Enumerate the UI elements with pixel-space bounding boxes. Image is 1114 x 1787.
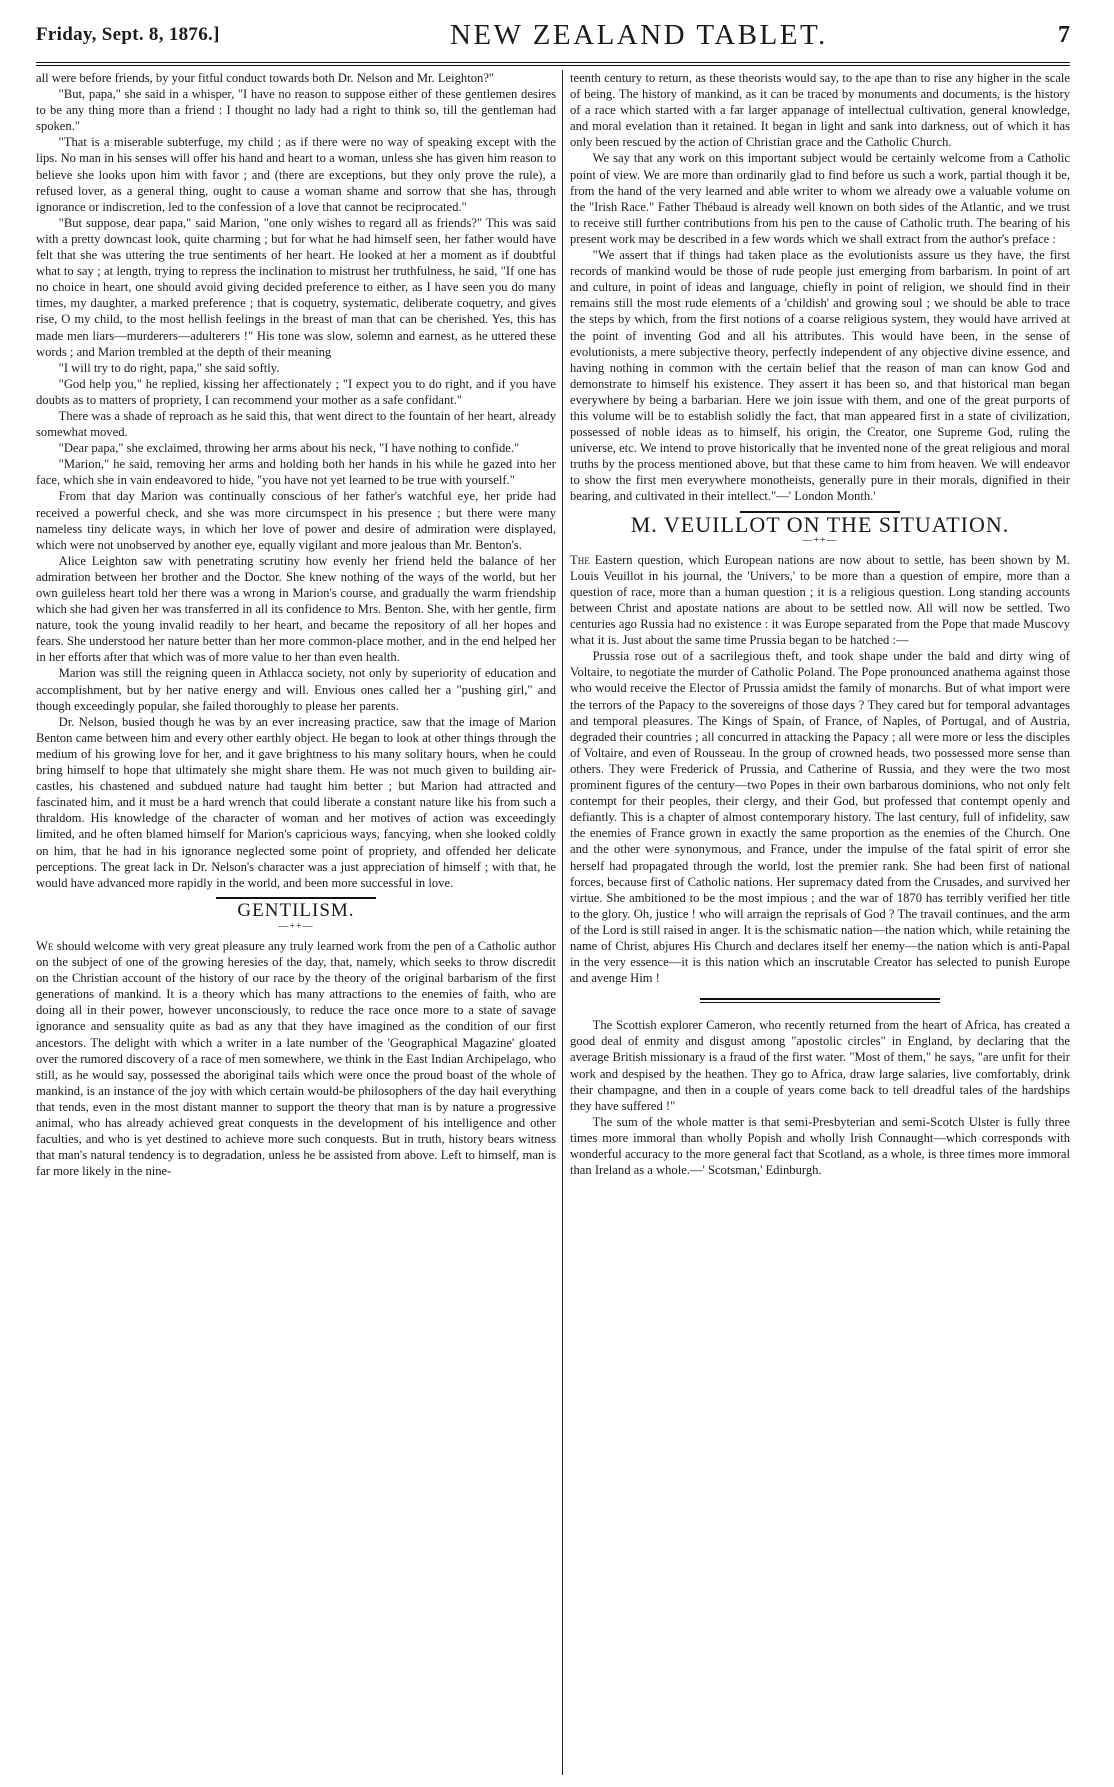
double-rule-divider — [700, 998, 940, 1003]
veuillot-article — [570, 511, 1070, 987]
serial-paragraph: Marion was still the reigning queen in Athlacca society, not only by superiority of education and accomplishment, but by her native energy and will. Envious ones called her a "pushing girl," and though exceedingly popular, she failed thoroughly to please her parents. — [36, 666, 556, 713]
gentilism-text: should welcome with very great pleasure any truly learned work from the pen of a Catholic author on the subject of one of the growing heresies of the day, that, namely, which seeks to throw discredit on the Christian account of the history of our race by the theory of the original barbarism of the first generations of mankind. It is a theory which has many attractions to the enemies of faith, who are doing all in their power, however unconsciously, to reduce the race once more to a state of savage ignorance and sensuality quite as bad as any that they have imagined as the condition of our first ancestors. The delight with which a writer in a late number of the 'Geographical Magazine' gloated over the rumored discovery of a race of men somewhere, we think in the East Indian Archipelago, who still, as he would say, possessed the aboriginal tails which were once the proud boast of the whole of mankind, is an instance of the joy with which certain would-be philosophers of the day hail everything that tends, even in the most distant manner to support the theory that man is by nature a progressive animal, who has already achieved great conquests in the development of his intelligence and other faculties, and who is yet destined to achieve more such conquests. But in truth, history bears witness that man's natural tendency is to degradation, unless he be assisted from above. Left to himself, man is far more likely in the nine- — [36, 938, 556, 1179]
gentilism-continued — [570, 70, 1070, 505]
serial-paragraph: "Marion," he said, removing her arms and holding both her hands in his while he gazed into her face, which she in vain endeavored to hide, "you have not yet learned to be true with yourself." — [36, 457, 556, 488]
publication-title: NEW ZEALAND TABLET. — [449, 18, 828, 51]
serial-paragraph: "Dear papa," she exclaimed, throwing her arms about his neck, "I have nothing to confide." — [58, 441, 520, 456]
left-column — [36, 70, 556, 1775]
serial-paragraph: all were before friends, by your fitful conduct towards both Dr. Nelson and Mr. Leighton?" — [36, 71, 495, 85]
masthead-rule — [36, 62, 1070, 63]
cameron-item — [570, 1017, 1070, 1178]
veuillot-paragraph — [570, 552, 1070, 649]
issue-date: Friday, Sept. 8, 1876.] — [36, 24, 220, 45]
ornament-divider: —++— — [278, 920, 314, 932]
gentilism-article — [36, 897, 556, 1180]
serial-paragraph: Dr. Nelson, busied though he was by an ever increasing practice, saw that the image of Marion Benton came between him and every other earthly object. He began to look at other things through the medium of his growing love for her, and it gave brightness to his many solitary hours, when he could bring himself to hope that ultimately she might share them. He was not much given to building air-castles, his chastened and subdued nature had taught him better ; but Marion had attracted and fascinated him, and it must be a hard wrench that could liberate a constant nature like his from such a thraldom. His knowledge of the character of woman and her motives of action was exceedingly limited, and he often blamed himself for Marion's capricious ways, fancying, when she looked coldly on him, that he had in his ignorance neglected some point of propriety, and offended her delicate perceptions. The great lack in Dr. Nelson's character was a just appreciation of himself ; with that, he would have advanced more rapidly in the world, and been more successful in love. — [36, 714, 556, 890]
gentilism-quote: "We assert that if things had taken place as the evolutionists assure us they have, the first records of mankind would be those of rude people just emerging from barbarism. In point of art and culture, in point of ideas and language, chiefly in point of religion, we should find in their remains still the most rude elements of a 'childish' and growing soul ; we should be able to trace the steps by which, from the first notions of a coarse religious system, they would have arrived at the point of inventing God and all his attributes. This would have been, in the sense of evolutionists, a mere subjective theory, perfectly independent of any objective divine essence, and having nothing in common with the certain belief that the reason of man can know God and demonstrate to himself his existence. They assert it has been so, and that historical man began everywhere by being a barbarian. Here we join issue with them, and one of the great purports of this volume will be to establish solidly the fact, that man appeared first in a state of civilization, possessed of noble ideas as to himself, his origin, the Creator, one Supreme God, ruling the universe, etc. We intend to prove historically that he invented none of the great religious and moral truths by the process mentioned above, but that these came to him from heaven. We will endeavor to show the first men everywhere monotheists, generally pure in their morals, dignified in their bearing, and cultivated in their intellect."—' London Month.' — [570, 248, 1070, 504]
column-divider — [562, 70, 563, 1775]
serial-paragraph: "But suppose, dear papa," said Marion, "one only wishes to regard all as friends?" This was said with a pretty downcast look, quite charming ; but for what he had himself seen, her father would have felt that she was uttering the true sentiments of her heart. He looked at her a moment as if doubtful what to say ; at length, trying to repress the inclination to mistrust her truthfulness, he said, "If one has no choice in heart, one should avoid giving decided preference to either, as I have seen you do many times, my daughter, a marked preference ; that is coquetry, systematic, deliberate coquetry, and gives rise, O my child, to the most hellish feelings in the breast of man that can be cherished. Yes, this has made men liars—murderers—adulterers !" His tone was slow, solemn and earnest, as he uttered these words ; and Marion trembled at the depth of their meaning — [36, 215, 556, 359]
page-number: 7 — [1057, 21, 1070, 48]
dropcap: The — [570, 552, 590, 567]
serial-paragraph: "I will try to do right, papa," she said softly. — [58, 360, 280, 375]
veuillot-heading-block — [570, 511, 1070, 549]
ornament-divider: —++— — [802, 534, 838, 546]
cameron-paragraph: The sum of the whole matter is that semi-Presbyterian and semi-Scotch Ulster is fully three times more immoral than wholly Popish and wholly Irish Connaught—which corresponds with wonderful accuracy to the more general fact that Scotland, as a whole, is three times more immoral than Ireland as a whole.—' Scotsman,' Edinburgh. — [570, 1114, 1070, 1178]
cameron-paragraph: The Scottish explorer Cameron, who recently returned from the heart of Africa, has created a good deal of enmity and disgust among "apostolic circles" in England, by declaring that the average British missionary is a fraud of the first water. "Most of them," he says, "are unfit for their work and despised by the heathen. They go to Africa, draw large salaries, live comfortably, drink their champagne, and then in a couple of years come back to tell dreadful tales of the hardships they have suffered !" — [570, 1018, 1070, 1113]
section-rule — [216, 897, 376, 899]
serial-paragraph: "That is a miserable subterfuge, my child ; as if there were no way of speaking except with the lips. No man in his senses will offer his hand and heart to a woman, unless she has given him reason to believe she looks upon him with favor ; and (there are exceptions, but they only prove the rule), a refused lover, as a general thing, ought to cause a woman shame and sorrow that she has, through ignorance or indiscretion, led to the confession of a love that cannot be reciprocated." — [36, 135, 556, 214]
veuillot-paragraph: Prussia rose out of a sacrilegious theft, and took shape under the bald and dirty wing of Voltaire, to negotiate the murder of Catholic Poland. The Pope pronounced anathema against those who would receive the Elector of Prussia amidst the family of monarchs. But of what import were the terrors of the Papacy to the sovereigns of those days ? They cared but for temporal advantages and temporal pleasures. The Kings of Spain, of France, of Naples, of Portugal, and of Austria, degraded their countries ; all concurred in attacking the Papacy ; all were more or less the disciples of Voltaire, and even of Rousseau. In the group of crowned heads, two possessed more sense than others. They were Frederick of Prussia, and Catherine of Russia, and they were the two most prominent figures of the century—two Popes in their own barbarous dominions, who not only felt contempt for their peoples, their clergy, and their God, but professed that contempt openly and defiantly. This is a chapter of almost contemporary history. The last century, full of infidelity, saw the enemies of France grown in exactly the same proportion as the enemies of the Church. One and the other were synonymous, and France, under the impulse of the fatal spirit of error she herself had propagated through the world, lost the premier rank. She had been first of national forces, because first of Catholic nations. Her supremacy dated from the Crusades, and survived her virtue. She ambitioned to be the most impious ; and the war of 1870 has terribly verified her title to the glory. Oh, justice ! who will arraign the reprisals of God ? The travail continues, and the arm of the Lord is still raised in anger. It is the schismatic nation—the nation which, while retaining the name of Christ, abjures His Church and declares itself her enemy—the nation which is anti-Papal in the very essence—it is this nation which an inscrutable Creator has selected to punish Europe and avenge Him ! — [570, 649, 1070, 986]
serial-story — [36, 70, 556, 891]
right-column — [570, 70, 1070, 1775]
gentilism-heading: GENTILISM. — [237, 899, 355, 921]
serial-paragraph: Alice Leighton saw with penetrating scrutiny how evenly her friend held the balance of her admiration between her brother and the Doctor. She knew nothing of the ways of the world, but her own guileless heart told her there was a wrong in Marion's course, and gradually the warm friendship which she had given her was transferred in all its confidence to Mrs. Benton. She, with her gentle, firm nature, took the young invalid readily to her heart, and became the repository of all her hopes and fears. She understood her nature better than her more common-place mother, and in the end helped her in her efforts after that which was of more value to her than even health. — [36, 553, 556, 665]
serial-paragraph: "But, papa," she said in a whisper, "I have no reason to suppose either of these gentlemen desires to be any thing more than a friend : I thought no lady had a right to think so, till the gentleman had spoken." — [36, 87, 556, 134]
gentilism-paragraph: We say that any work on this important subject would be certainly welcome from a Catholic point of view. We are more than ordinarily glad to find before us such a work, partial though it be, from the hand of the very learned and able writer to whom we already owe a valuable volume on the "Irish Race." Father Thébaud is already well known on both sides of the Atlantic, and we trust to receive still further contributions from his pen to the cause of Catholic truth. The bearing of his present work may be described in a few words which we shall extract from the author's preface : — [570, 151, 1070, 246]
gentilism-paragraph — [36, 938, 556, 1179]
serial-paragraph: There was a shade of reproach as he said this, that went direct to the fountain of her heart, already somewhat moved. — [36, 408, 556, 440]
veuillot-text: Eastern question, which European nations are now about to settle, has been shown by M. Louis Veuillot in his journal, the 'Univers,' to be more than a question of empire, more than a question of race, more than a human question ; it is a religious question. Long standing accounts between Christ and apostate nations are about to be settled now. All will now be settled. Two centuries ago Russia had no existence : it was Europe separated from the Pope that made Muscovy what it is. Just about the same time Prussia began to be hatched :— — [570, 552, 1070, 648]
serial-paragraph: From that day Marion was continually conscious of her father's watchful eye, her pride had received a powerful check, and she was more circumspect in his presence ; but there were many nameless tiny delicate ways, in which her love of power and desire of admiration were displayed, which were not unobserved by another eye, equally vigilant and more jealous than Mr. Benton's. — [36, 489, 556, 552]
veuillot-heading: M. VEUILLOT ON THE SITUATION. — [630, 511, 1010, 537]
masthead-rule-thin — [36, 65, 1070, 66]
serial-paragraph: "God help you," he replied, kissing her affectionately ; "I expect you to do right, and if you have doubts as to matters of propriety, I can recommend your mother as a safe confidant." — [36, 376, 556, 407]
masthead — [36, 4, 1070, 66]
gentilism-heading-block — [36, 897, 556, 935]
dropcap: We — [36, 938, 54, 953]
gentilism-paragraph: teenth century to return, as these theorists would say, to the ape than to rise any higher in the scale of being. The history of mankind, as it can be traced by monuments and documents, is the history of a race which started with a far larger appanage of intellectual cultivation, general knowledge, and moral evelation than it retained. It began in light and sank into darkness, out of which it has only been rescued by the action of Christian grace and the Catholic Church. — [570, 71, 1070, 150]
